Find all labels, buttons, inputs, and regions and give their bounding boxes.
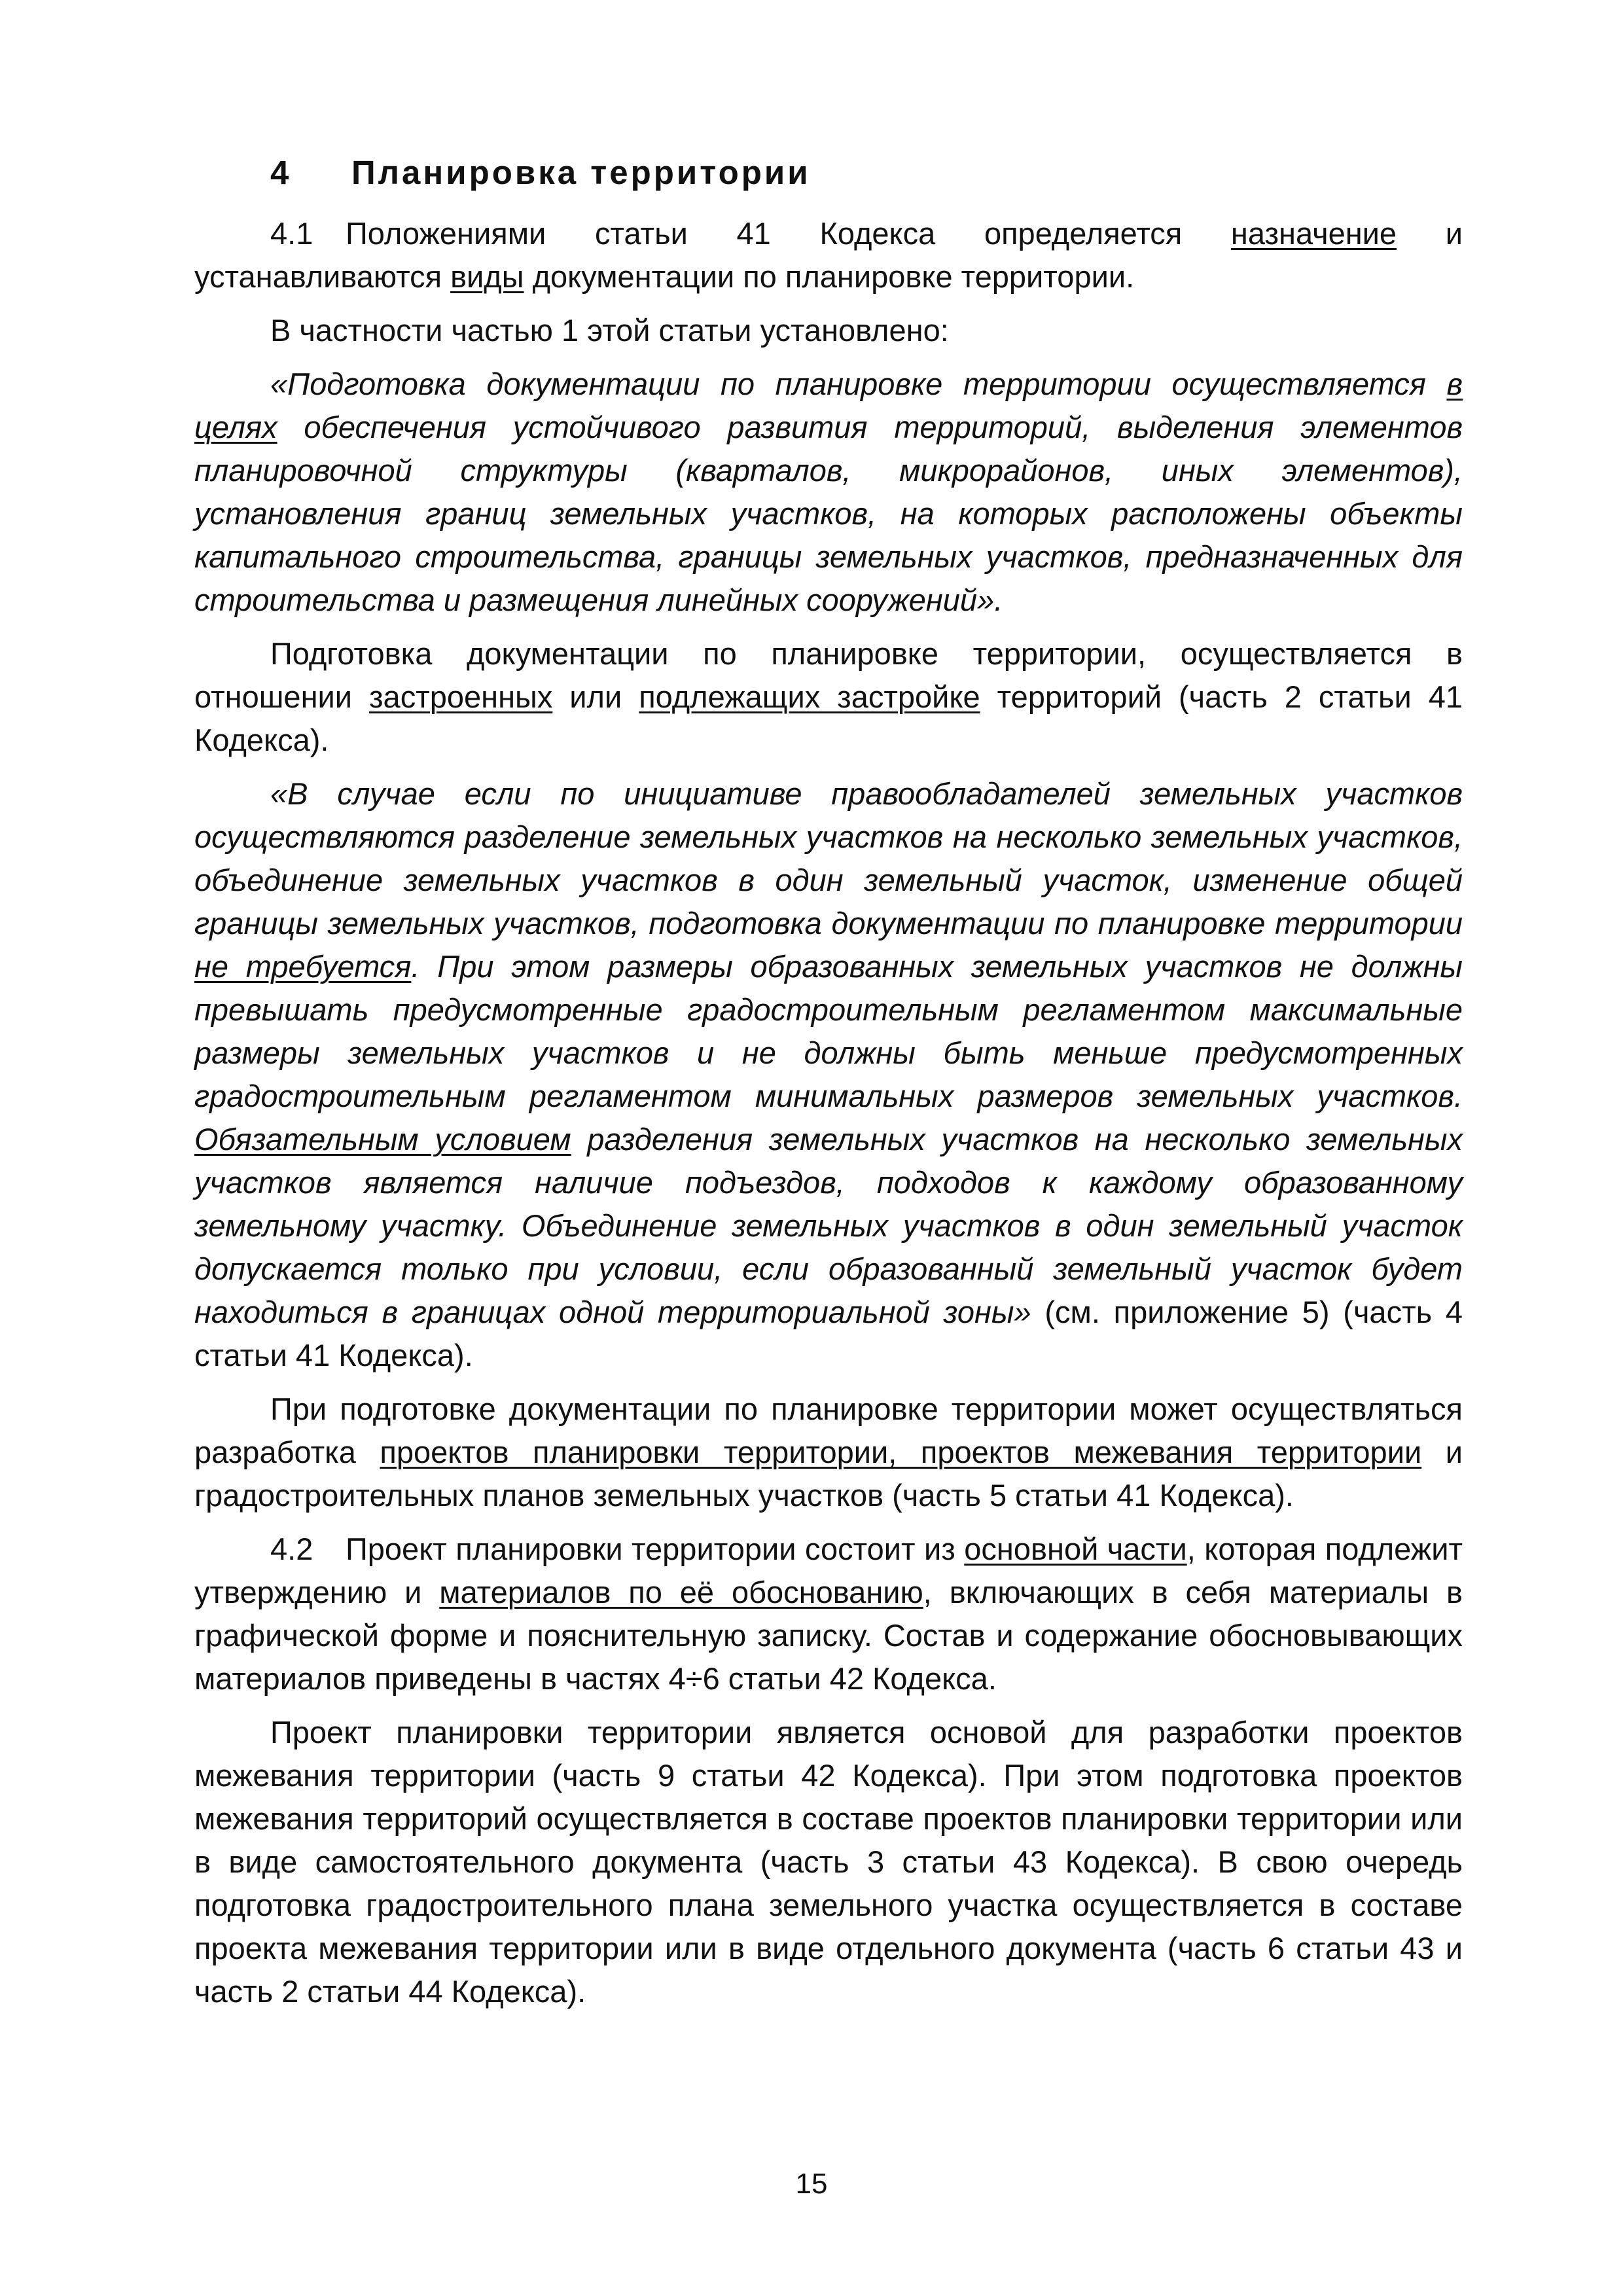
paragraph-4-2 [194, 1528, 1463, 1700]
text-run: и градостроительных планов земельных участков (часть 5 статьи 41 Кодекса). [194, 1435, 1463, 1513]
underlined-term: застроенных [369, 679, 553, 714]
text-run: , которая подлежит утверждению и [194, 1532, 1463, 1609]
text-run: , включающих в себя материалы в графической форме и пояснительную записку. Состав и содержание обосновывающих материалов приведены в частях 4÷6 статьи 42 Кодекса. [194, 1575, 1463, 1696]
underlined-term: проектов планировки территории, проектов межевания территории [380, 1435, 1422, 1469]
text-run: Положениями статьи 41 Кодекса определяется [346, 216, 1231, 251]
section-heading [194, 149, 1463, 196]
clause-number: 4.2 [270, 1532, 313, 1566]
underlined-term: не требуется [194, 949, 412, 984]
underlined-term: материалов по её обоснованию [439, 1575, 923, 1609]
text-run: территорий (часть 2 статьи 41 Кодекса). [194, 679, 1463, 757]
paragraph-intro: В частности частью 1 этой статьи установлено: [270, 313, 949, 348]
underlined-term: основной части [964, 1532, 1187, 1566]
underlined-term: Обязательным условием [194, 1122, 571, 1157]
quote-paragraph-2 [194, 772, 1463, 1377]
text-run: Подготовка документации по планировке территории, осуществляется в отношении [194, 636, 1463, 714]
paragraph-built-areas [194, 632, 1463, 762]
paragraph-planning-basis: Проект планировки территории является основой для разработки проектов межевания территории (часть 9 статьи 42 Кодекса). При этом подготовка проектов межевания территорий осуществляется в составе проектов планировки территории или в виде самостоятельного документа (часть 3 статьи 43 Кодекса). В свою очередь подготовка градостроительного плана земельного участка осуществляется в составе проекта межевания территории или в виде отдельного документа (часть 6 статьи 43 и часть 2 статьи 44 Кодекса). [194, 1715, 1463, 2009]
section-title: Планировка территории [351, 154, 811, 191]
page-number: 15 [795, 2168, 828, 2200]
underlined-term: виды [450, 259, 524, 294]
section-number: 4 [270, 154, 292, 191]
text-run: . При этом размеры образованных земельных участков не должны превышать предусмотренные градостроительным регламентом максимальные размеры земельных участков и не должны быть меньше предусмотренных градостроительным регламентом минимальных размеров земельных участков. [194, 949, 1463, 1113]
text-run: и устанавливаются [194, 216, 1463, 294]
text-run: документации по планировке территории. [524, 259, 1135, 294]
paragraph-projects [194, 1388, 1463, 1517]
page-content [194, 149, 1463, 2024]
quote-paragraph-1 [194, 363, 1463, 622]
text-run: (см. приложение 5) (часть 4 статьи 41 Кодекса). [194, 1295, 1463, 1372]
text-run: разделения земельных участков на несколько земельных участков является наличие подъездов, подходов к каждому образованному земельному участку. Объединение земельных участков в один земельный участок допускается только при условии, если образованный земельный участок будет находиться в границах одной территориальной зоны» [194, 1122, 1463, 1329]
underlined-term: назначение [1230, 216, 1397, 251]
underlined-term: подлежащих застройке [639, 679, 980, 714]
clause-number: 4.1 [270, 216, 313, 251]
text-run: «В случае если по инициативе правообладателей земельных участков осуществляются разделение земельных участков на несколько земельных участков, объединение земельных участков в один земельный участок, изменение общей границы земельных участков, подготовка документации по планировке территории [194, 776, 1463, 941]
underlined-term: в целях [194, 367, 1463, 444]
text-run: обеспечения устойчивого развития территорий, выделения элементов планировочной структуры (кварталов, микрорайонов, иных элементов), установления границ земельных участков, на которых расположены объекты капитального строительства, границы земельных участков, предназначенных для строительства и размещения линейных сооружений». [194, 410, 1463, 617]
paragraph-4-1 [194, 212, 1463, 298]
text-run: Проект планировки территории состоит из [346, 1532, 965, 1566]
text-run: или [552, 679, 639, 714]
text-run: При подготовке документации по планировке территории может осуществляться разработка [194, 1391, 1463, 1469]
text-run: «Подготовка документации по планировке территории осуществляется [270, 367, 1447, 401]
